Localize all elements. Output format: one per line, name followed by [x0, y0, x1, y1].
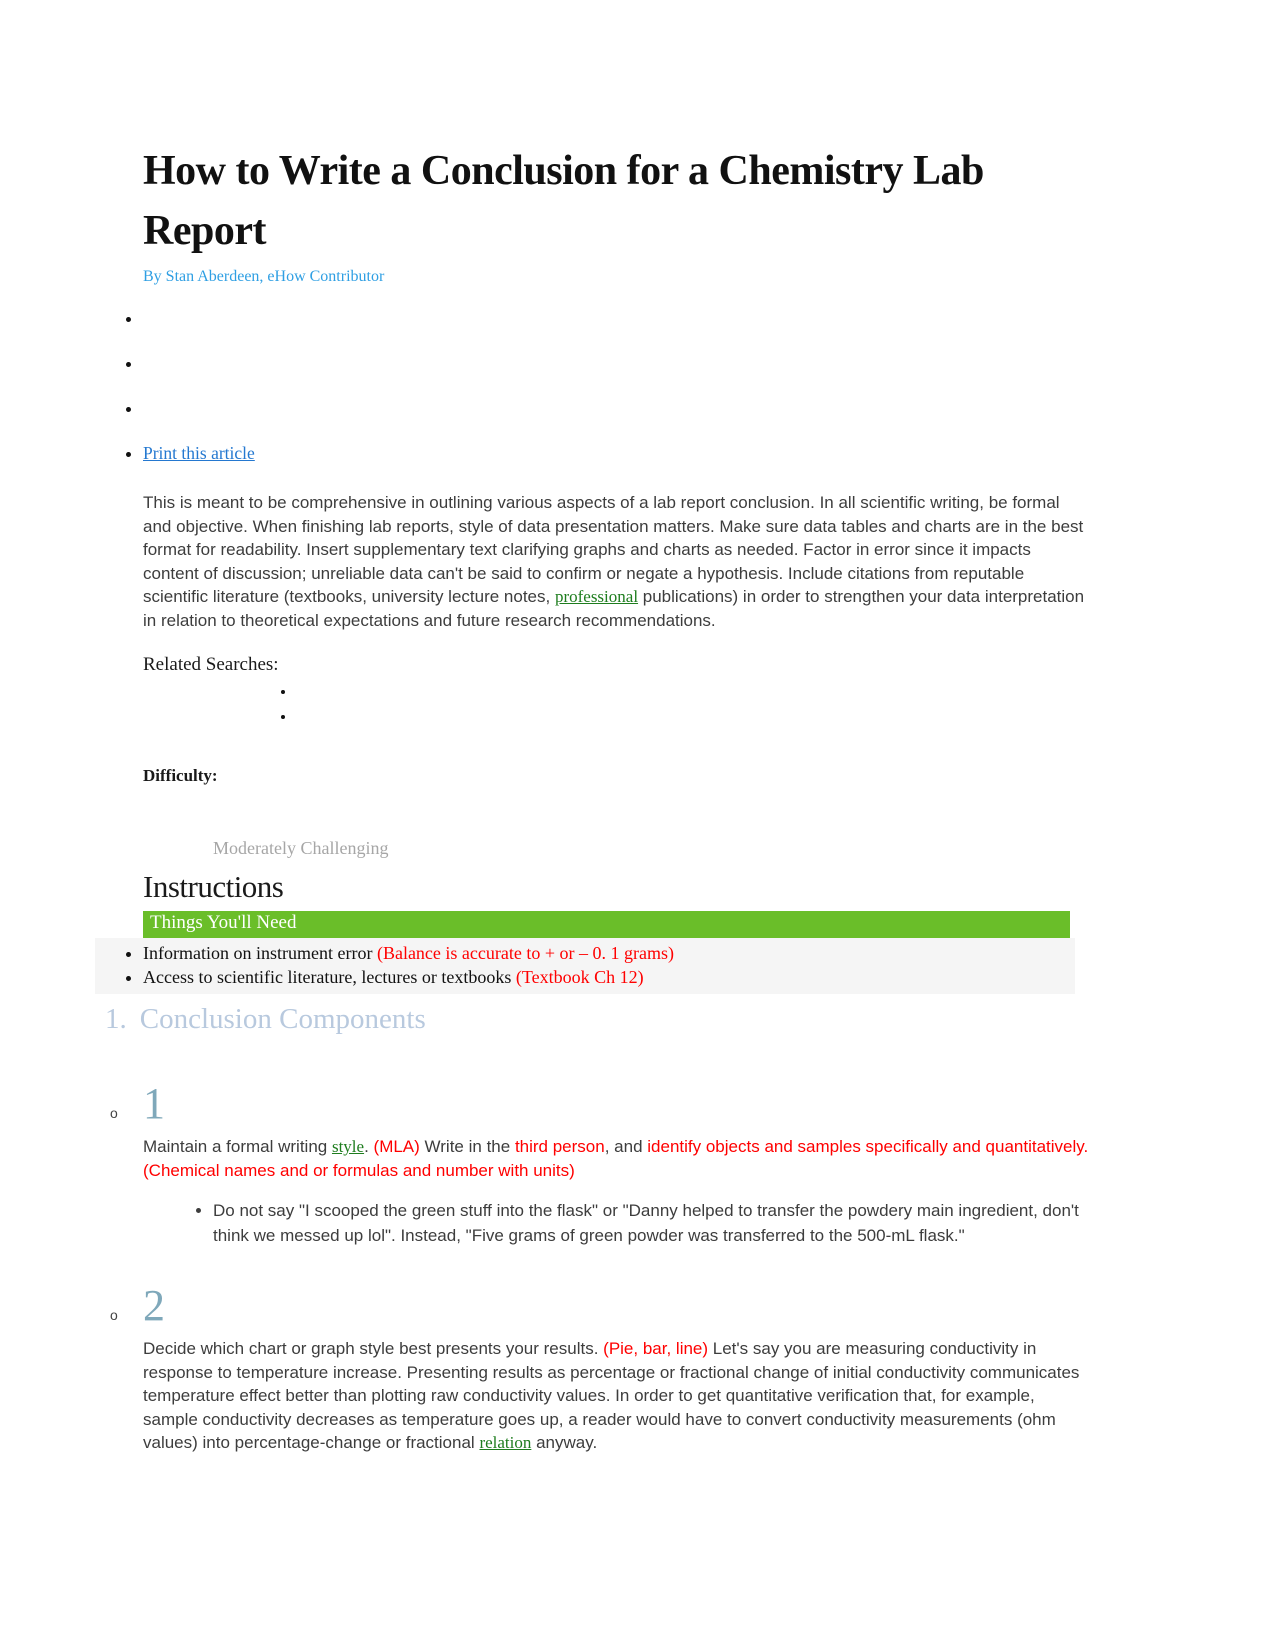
text-segment: (Pie, bar, line) — [603, 1339, 709, 1359]
text-segment: This is meant to be comprehensive in outlining various aspects of a lab report conclusion. In all scientific writing, be formal and objective. When finishing lab reports, style of data presentation matters. Make sure data tables and charts are in the best format for readability. Insert supplementary text clarifying graphs and charts as needed. Factor in error since it impacts content of discussion; unreliable data can't be said to confirm or negate a hypothesis. Include citations from reputable scientific literature (textbooks, university lecture notes, — [143, 493, 1084, 607]
step-2-number: 2 — [143, 1281, 165, 1331]
text-segment: Decide which chart or graph style best presents your results. — [143, 1339, 604, 1359]
list-marker-circle: o — [110, 1307, 118, 1324]
text-segment: publications) in order to strengthen your data interpretation in relation to theoretical expectations and future research recommendations. — [143, 587, 1085, 630]
intro-paragraph — [143, 491, 1090, 632]
text-segment: (Balance is accurate to + or – 0. 1 grams) — [376, 943, 674, 964]
step-1-sub-list — [187, 1199, 1090, 1248]
relation-link[interactable]: relation — [479, 1433, 532, 1453]
things-youll-need-list — [95, 938, 1075, 994]
text-segment: Information on instrument error — [143, 943, 377, 964]
text-segment: Access to scientific literature, lectures or textbooks — [143, 966, 516, 987]
step-1-number: 1 — [143, 1079, 165, 1129]
things-needed-item — [143, 942, 1075, 966]
related-searches-list — [295, 684, 1090, 734]
difficulty-value: Moderately Challenging — [213, 838, 389, 859]
style-link[interactable]: style — [331, 1137, 365, 1157]
things-needed-item — [143, 966, 1075, 990]
text-segment: (MLA) — [373, 1137, 420, 1157]
text-segment: , and — [604, 1137, 648, 1157]
section-heading — [105, 1003, 1090, 1036]
step-2 — [110, 1281, 1090, 1455]
step-1 — [110, 1079, 1090, 1248]
related-searches-label: Related Searches: — [143, 654, 279, 676]
text-segment: Write in the — [419, 1137, 515, 1157]
list-marker-circle: o — [110, 1105, 118, 1122]
article-toolbar-list — [117, 308, 1090, 488]
related-bullet-2 — [295, 709, 1090, 734]
text-segment: . — [364, 1137, 374, 1157]
toolbar-bullet-print — [143, 443, 1090, 488]
step-2-header — [110, 1281, 1090, 1331]
section-number: 1. — [105, 1003, 127, 1036]
toolbar-bullet-3 — [143, 398, 1090, 443]
text-segment: Maintain a formal writing — [143, 1137, 332, 1157]
toolbar-bullet-2 — [143, 353, 1090, 398]
text-segment: third person — [514, 1137, 605, 1157]
step-2-paragraph — [143, 1337, 1090, 1455]
page-title: How to Write a Conclusion for a Chemistry Lab Report — [143, 148, 984, 254]
instructions-heading: Instructions — [143, 869, 284, 905]
text-segment: Let's say you are measuring conductivity in response to temperature increase. Presenting results as percentage or fractional change of initial conductivity communicates temperature effect better than plotting raw conductivity values. In order to get quantitative verification that, for example, sample conductivity decreases as temperature goes up, a reader would have to convert conductivity measurements (ohm values) into percentage-change or fractional — [143, 1339, 1080, 1453]
step-1-paragraph — [143, 1135, 1090, 1182]
professional-link[interactable]: professional — [554, 587, 639, 607]
step-1-sub-bullet: • Do not say "I scooped the green stuff into the flask" or "Danny helped to transfer the powdery main ingredient, don't think we messed up lol". Instead, "Five grams of green powder was transferred to the 500-mL flask." — [213, 1199, 1090, 1248]
things-youll-need-header: Things You'll Need — [143, 911, 1070, 938]
print-article-link[interactable]: Print this article — [143, 443, 255, 464]
difficulty-label: Difficulty: — [143, 766, 218, 786]
text-segment: (Textbook Ch 12) — [515, 966, 644, 987]
byline-link[interactable]: By Stan Aberdeen, eHow Contributor — [143, 268, 385, 286]
toolbar-bullet-1 — [143, 308, 1090, 353]
text-segment: anyway. — [531, 1433, 598, 1453]
related-bullet-1 — [295, 684, 1090, 709]
step-1-header — [110, 1079, 1090, 1129]
text-segment: identify objects and samples specifically and quantitatively. (Chemical names and or formulas and number with units) — [143, 1137, 1089, 1180]
section-title: Conclusion Components — [139, 1003, 426, 1036]
